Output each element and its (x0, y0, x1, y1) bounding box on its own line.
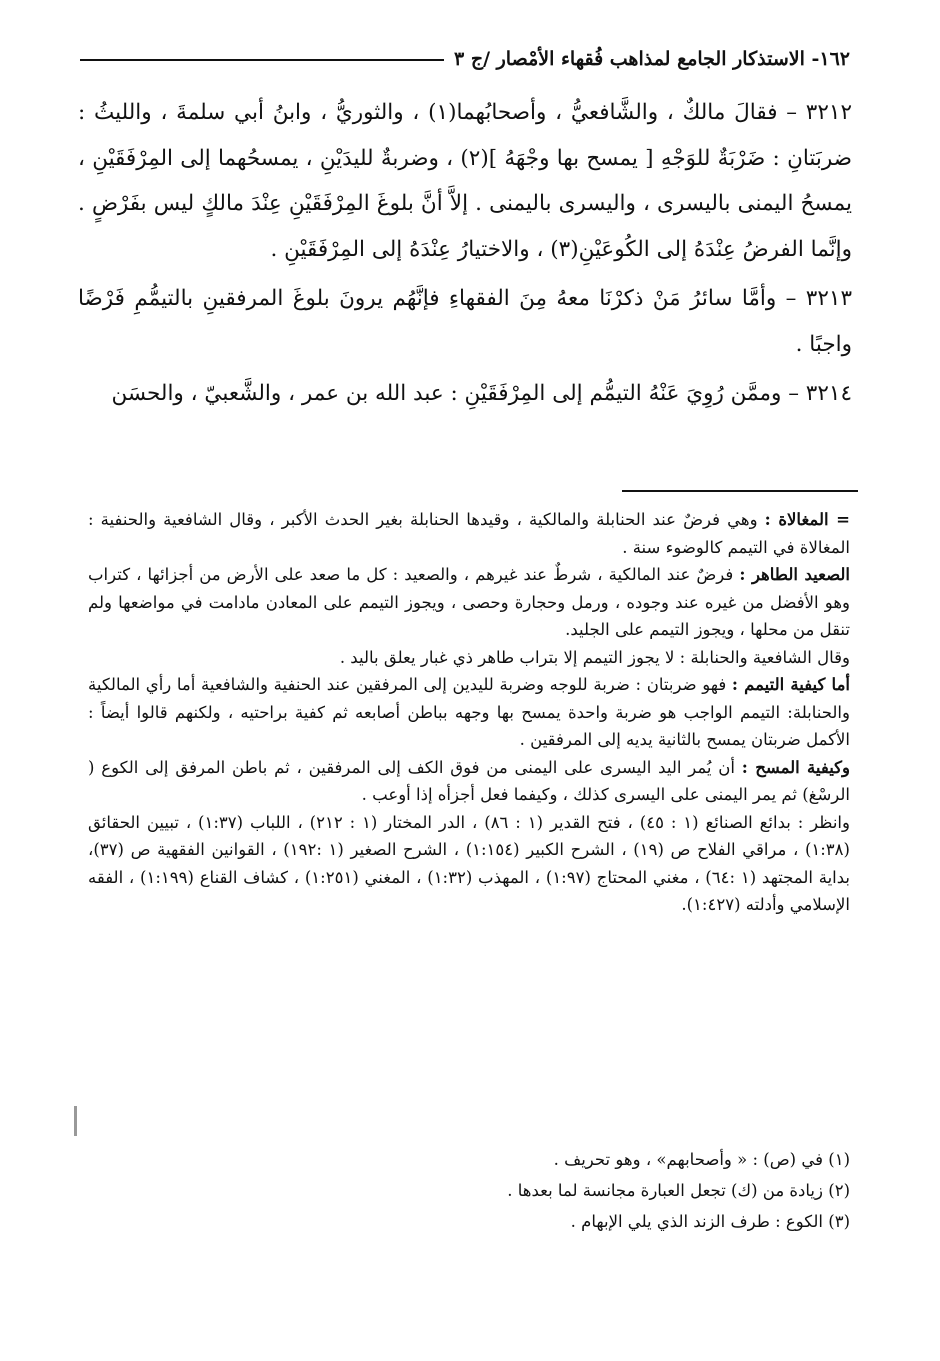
note-shafiiya (88, 644, 850, 672)
note-lead: الصعيد الطاهر : (739, 565, 850, 584)
footnote-2: (٢) زيادة من (ك) تجعل العبارة مجانسة لما بعدها . (507, 1181, 850, 1200)
note-kayfiyat-tayammum (88, 671, 850, 754)
footnote-3: (٣) الكوع : طرف الزند الذي يلي الإبهام . (570, 1212, 850, 1231)
note-kayfiyat-mash (88, 754, 850, 809)
paragraph-3213: ٣٢١٣ – وأمَّا سائرُ مَنْ ذكرْنَا معهُ مِنَ الفقهاءِ فإنَّهُم يرونَ بلوغَ المرفقينِ بالتيمُّمِ فَرْضًا واجبًا . (78, 286, 852, 357)
margin-mark (74, 1106, 77, 1136)
note-text: فرضٌ عند المالكية ، شرطٌ عند غيرهم ، والصعيد : كل ما صعد على الأرض من أجزائها ، كتراب وهو الأفضل من غيره عند وجوده ، ورمل وحجارة وحصى ، ويجوز التيمم على المعادن مادامت في مواضعها ولم تنقل من محلها ، ويجوز التيمم على الجليد. (88, 565, 850, 639)
footnotes (88, 1144, 850, 1237)
note-text: أن يُمر اليد اليسرى على اليمنى من فوق الكف إلى المرفقين ، ثم باطن المرفق إلى الكوع ( الرسْغ) ثم يمر اليمنى على اليسرى كذلك ، وكيفما فعل أجزأه إذا أوعب . (88, 757, 850, 804)
footnote-1: (١) في (ص) : « وأصحابهم» ، وهو تحريف . (553, 1150, 850, 1169)
note-lead: = المغالاة : (764, 510, 850, 529)
note-saeed (88, 561, 850, 644)
note-references (88, 809, 850, 919)
note-text: وانظر : بدائع الصنائع (١ : ٤٥) ، فتح القدير (١ : ٨٦) ، الدر المختار (١ : ٢١٢) ، اللباب (١:٣٧) ، تبيين الحقائق (١:٣٨) ، مراقي الفلاح ص (١٩) ، الشرح الكبير (١:١٥٤) ، الشرح الصغير (١ :١٩٢) ، القوانين الفقهية ص (٣٧)، بداية المجتهد (١ :٦٤) ، مغني المحتاج (١:٩٧) ، المهذب (١:٣٢) ، المغني (١:٢٥١) ، كشاف القناع (١:١٩٩) ، الفقه الإسلامي وأدلته (١:٤٢٧). (88, 812, 851, 914)
note-mughalat (88, 506, 850, 561)
footnote-separator (622, 490, 858, 492)
main-text (78, 90, 852, 421)
paragraph-3212: ٣٢١٢ – فقالَ مالكٌ ، والشَّافعيُّ ، وأصحابُهما(١) ، والثوريُّ ، وابنُ أبي سلمةَ ، والليثُ : ضربَتانِ : ضَرْبَةٌ للوَجْهِ [ يمسح بها وجْهَهُ ](٢) ، وضربةٌ لليدَيْنِ ، يمسحُهما إلى المِرْفَقَيْنِ ، يمسحُ اليمنى باليسرى ، واليسرى باليمنى . إلاَّ أنَّ بلوغَ المِرْفَقَيْنِ عِنْدَ مالكٍ ليس بفَرْضٍ . وإنَّما الفرضُ عِنْدَهُ إلى الكُوعَيْنِ(٣) ، والاختيارُ عِنْدَهُ إلى المِرْفَقَيْنِ . (78, 100, 852, 262)
note-text: وهي فرضٌ عند الحنابلة والمالكية ، وقيدها الحنابلة بغير الحدث الأكبر ، وقال الشافعية والحنفية : المغالاة في التيمم كالوضوء سنة . (88, 510, 850, 557)
note-text: وقال الشافعية والحنابلة : لا يجوز التيمم إلا بتراب طاهر ذي غبار يعلق باليد . (339, 647, 850, 667)
note-lead: أما كيفية التيمم : (731, 675, 850, 694)
header-rule (80, 59, 444, 61)
commentary-notes (88, 506, 850, 919)
paragraph-3214: ٣٢١٤ – وممَّن رُوِيَ عَنْهُ التيمُّم إلى المِرْفَقَيْنِ : عبد الله بن عمر ، والشَّعبيّ ، والحسَن (111, 381, 852, 406)
header-title: ١٦٢- الاستذكار الجامع لمذاهب فُقهاء الأمْصار /ج ٣ (453, 48, 850, 70)
note-lead: وكيفية المسح : (741, 757, 850, 777)
note-text: فهو ضربتان : ضربة للوجه وضربة لليدين إلى المرفقين عند الحنفية والشافعية أما رأي المالكية والحنابلة: التيمم الواجب هو ضربة واحدة يمسح بها وجهه بباطن أصابعه ثم كفية براحتيه ، ولكنهم قالوا أيضاً : الأكمل ضربتان يمسح بالثانية يديه إلى المرفقين . (88, 675, 850, 749)
running-header (80, 36, 850, 70)
